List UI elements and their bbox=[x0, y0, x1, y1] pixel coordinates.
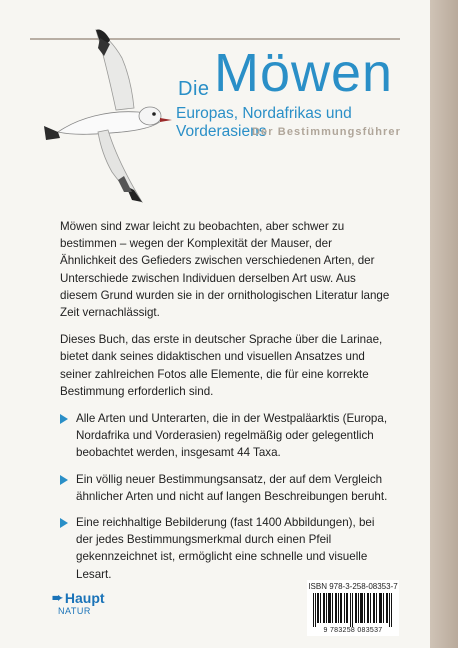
publisher-logo bbox=[52, 590, 105, 616]
book-spine bbox=[430, 0, 458, 648]
triangle-right-icon bbox=[60, 475, 68, 485]
triangle-right-icon bbox=[60, 518, 68, 528]
book-title: Möwen bbox=[214, 43, 394, 103]
title-article: Die bbox=[178, 78, 210, 100]
book-subtitle: Europas, Nordafrikas und Vorderasiens bbox=[176, 105, 352, 140]
publisher-imprint: NATUR bbox=[58, 606, 91, 616]
feature-item bbox=[60, 410, 390, 462]
feature-item bbox=[60, 514, 390, 583]
arrow-right-icon: ➨ bbox=[52, 590, 63, 605]
feature-item bbox=[60, 471, 390, 505]
isbn-label: ISBN 978-3-258-08353-7 bbox=[308, 582, 398, 591]
feature-text: Alle Arten und Unterarten, die in der Westpaläarktis (Europa, Nordafrika und Vorderasien) regelmäßig oder gelegentlich beobachtet werden, insgesamt 44 Taxa. bbox=[76, 412, 388, 460]
barcode bbox=[307, 580, 399, 636]
triangle-right-icon bbox=[60, 414, 68, 424]
barcode-digits: 9 783258 083537 bbox=[323, 627, 383, 634]
blurb-paragraph-1: Möwen sind zwar leicht zu beobachten, aber schwer zu bestimmen – wegen der Komplexität der Mauser, der Ähnlichkeit des Gefieders zwischen verschiedenen Arten, der Unterschiede zwischen Individuen derselben Art usw. Aus diesem Grund wurden sie in der ornithologischen Literatur lange Zeit vernachlässigt. bbox=[60, 220, 390, 320]
feature-text: Eine reichhaltige Bebilderung (fast 1400 Abbildungen), bei der jedes Bestimmungsmerkmal durch einen Pfeil gekennzeichnet ist, ermöglicht eine schnelle und visuelle Lesart. bbox=[76, 516, 375, 581]
blurb bbox=[60, 218, 390, 592]
seagull-illustration bbox=[38, 22, 178, 212]
barcode-bars bbox=[313, 593, 393, 627]
publisher-name: Haupt bbox=[64, 590, 105, 606]
feature-text: Ein völlig neuer Bestimmungsansatz, der auf dem Vergleich ähnlicher Arten und nicht auf langen Beschreibungen beruht. bbox=[76, 472, 388, 503]
feature-list bbox=[60, 410, 390, 583]
blurb-paragraph-2: Dieses Buch, das erste in deutscher Sprache über die Larinae, bietet dank seines didaktischen und visuellen Ansatzes und seiner zahlreichen Fotos alle Elemente, die für eine korrekte Bestimmung erforderlich sind. bbox=[60, 333, 383, 398]
book-tagline: Der Bestimmungsführer bbox=[252, 126, 402, 138]
